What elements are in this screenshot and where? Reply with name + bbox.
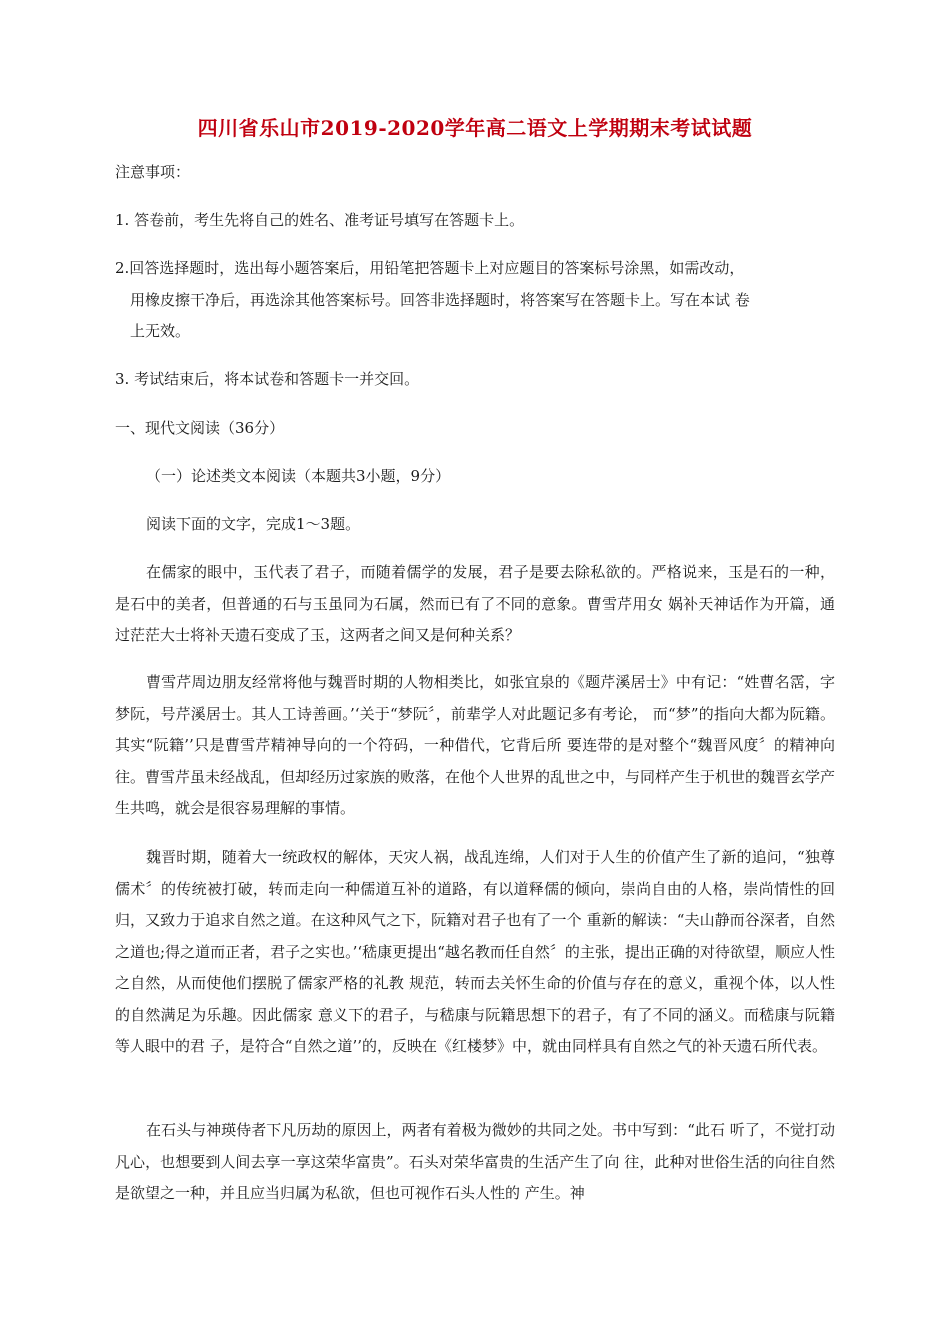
paragraph-text: 在石头与神瑛侍者下凡历劫的原因上，两者有着极为微妙的共同之处。书中写到：“此石 听了，不觉打动凡心，也想要到人间去享一享这荣华富贵”。石头对荣华富贵的生活产生了向 往，此种对世俗生活的向往自然是欲望之一种，并且应当归属为私欲，但也可视作石头人性的 产生。神 [115, 1121, 835, 1202]
section-heading: 一、现代文阅读（36分） [115, 419, 285, 437]
notice-item-2-line-2: 用橡皮擦干净后，再选涂其他答案标号。回答非选择题时，将答案写在答题卡上。写在本试 卷 [130, 291, 750, 309]
notice-heading: 注意事项： [115, 163, 191, 181]
subsection-heading: （一）论述类文本阅读（本题共3小题，9分） [146, 467, 451, 485]
notice-item-3: 3. 考试结束后，将本试卷和答题卡一并交回。 [115, 370, 420, 388]
notice-item-2-line-1: 2.回答选择题时，选出每小题答案后，用铅笔把答题卡上对应题目的答案标号涂黑，如需改动， [115, 259, 745, 277]
notice-item-2-line-3: 上无效。 [130, 322, 191, 340]
body-paragraph [115, 667, 835, 825]
paragraph-text: 曹雪芹周边朋友经常将他与魏晋时期的人物相类比，如张宜泉的《题芹溪居士》中有记：“姓曹名霑，字梦阮，号芹溪居士。其人工诗善画。’‘关于“梦阮〞，前辈学人对此题记多有考论， 而“梦”的指向大都为阮籍。其实“阮籍’’只是曹雪芹精神导向的一个符码，一种借代，它背后所 要连带的是对整个“魏晋风度〞的精神向往。曹雪芹虽未经战乱，但却经历过家族的败落，在他个人世界的乱世之中，与同样产生于机世的魏晋玄学产生共鸣，就会是很容易理解的事情。 [115, 673, 836, 817]
reading-instruction: 阅读下面的文字，完成1〜3题。 [146, 515, 361, 533]
body-paragraph [115, 557, 835, 652]
page-title: 四川省乐山市2019-2020学年高二语文上学期期末考试试题 [197, 116, 753, 140]
body-paragraph [115, 842, 835, 1063]
notice-item-1: 1. 答卷前，考生先将自己的姓名、准考证号填写在答题卡上。 [115, 211, 525, 229]
paragraph-text: 魏晋时期，随着大一统政权的解体，天灾人祸，战乱连绵，人们对于人生的价值产生了新的追问，“独尊儒术〞的传统被打破，转而走向一种儒道互补的道路，有以道释儒的倾向，崇尚自由的人格，崇尚情性的回归，又致力于追求自然之道。在这种风气之下，阮籍对君子也有了一个 重新的解读：“夫山静而谷深者，自然之道也;得之道而正者，君子之实也。’‘嵇康更提出“越名教而任自然〞的主张，提出正确的对待欲望，顺应人性之自然，从而使他们摆脱了儒家严格的礼教 规范，转而去关怀生命的价值与存在的意义，重视个体，以人性的自然满足为乐趣。因此儒家 意义下的君子，与嵇康与阮籍思想下的君子，有了不同的涵义。而嵇康与阮籍等人眼中的君 子，是符合“自然之道’’的，反映在《红楼梦》中，就由同样具有自然之气的补天遗石所代表。 [115, 848, 835, 1055]
body-paragraph [115, 1115, 835, 1210]
paragraph-text: 在儒家的眼中，玉代表了君子，而随着儒学的发展，君子是要去除私欲的。严格说来，玉是石的一种，是石中的美者，但普通的石与玉虽同为石属，然而已有了不同的意象。曹雪芹用女 娲补天神话作为开篇，通过茫茫大士将补天遗石变成了玉，这两者之间又是何种关系？ [115, 563, 835, 644]
